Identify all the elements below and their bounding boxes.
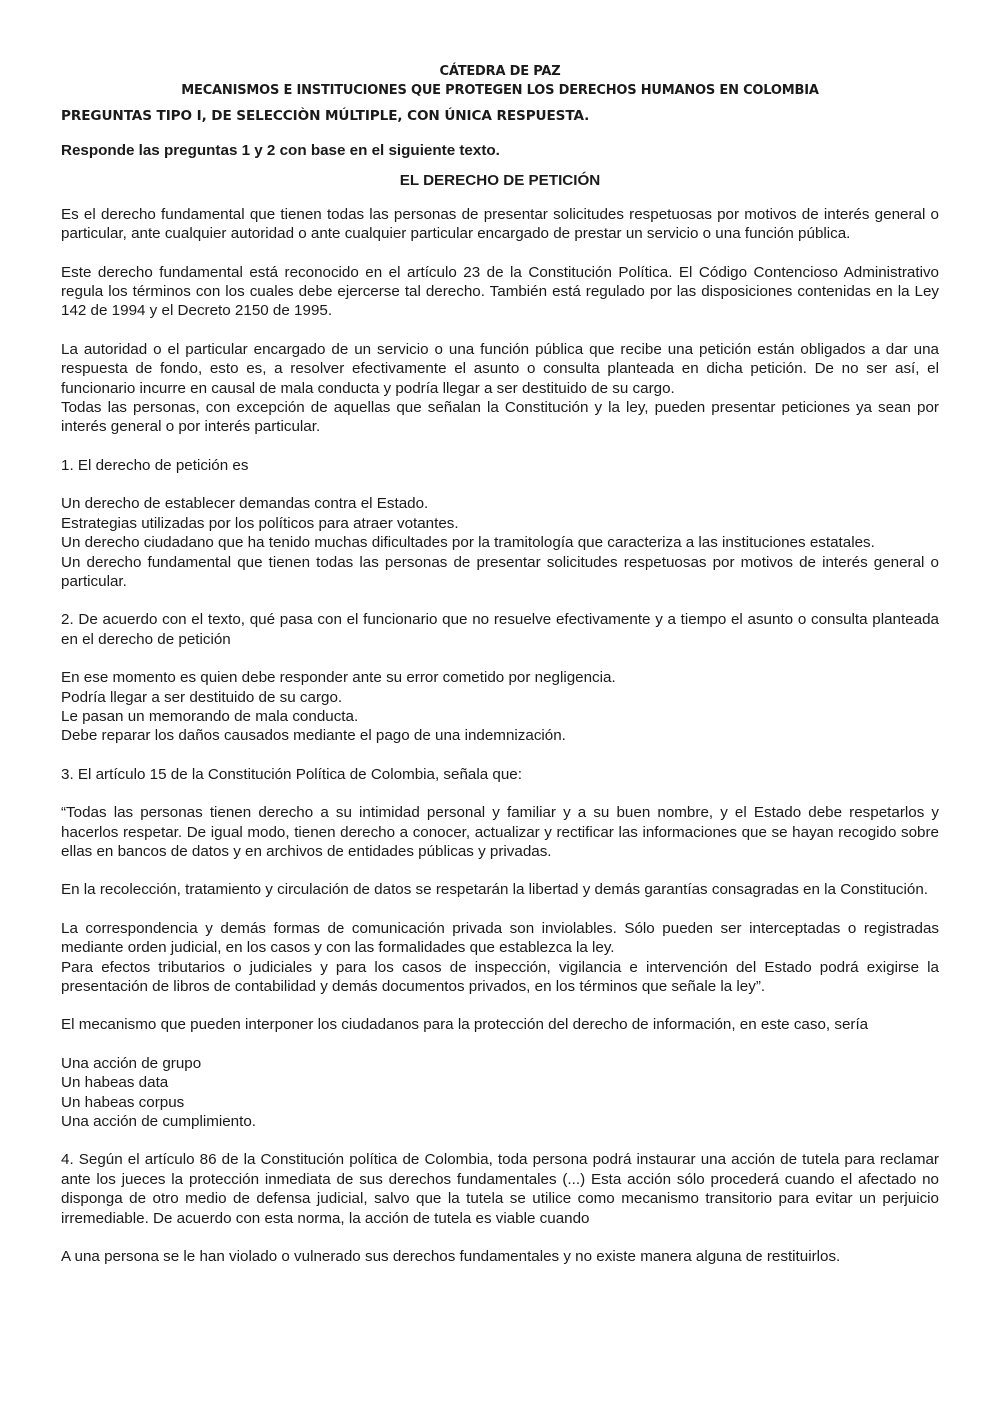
question-2-options [61, 668, 939, 746]
option-1c[interactable]: Un derecho ciudadano que ha tenido muchas dificultades por la tramitología que caracteriza a las instituciones estatales. [61, 534, 875, 552]
question-3-options [61, 1054, 939, 1132]
question-3-prompt: El mecanismo que pueden interponer los ciudadanos para la protección del derecho de información, en este caso, sería [61, 1016, 869, 1034]
option-3c[interactable]: Un habeas corpus [61, 1093, 185, 1111]
option-2c[interactable]: Le pasan un memorando de mala conducta. [61, 707, 359, 725]
option-1b[interactable]: Estrategias utilizadas por los políticos para atraer votantes. [61, 514, 459, 532]
option-1d[interactable]: Un derecho fundamental que tienen todas las personas de presentar solicitudes respetuosas por motivos de interés general o particular. [61, 553, 939, 590]
quote-paragraph-3: La correspondencia y demás formas de comunicación privada son inviolables. Sólo pueden ser interceptadas o registradas mediante orden judicial, en los casos y con las formalidades que establezca la ley. [61, 919, 939, 957]
reading-instruction: Responde las preguntas 1 y 2 con base en el siguiente texto. [61, 142, 500, 159]
quote-paragraph-4: Para efectos tributarios o judiciales y para los casos de inspección, vigilancia e intervención del Estado podrá exigirse la presentación de libros de contabilidad y demás documentos privados, en los términos que señale la ley”. [61, 958, 939, 995]
question-3: 3. El artículo 15 de la Constitución Política de Colombia, señala que: [61, 765, 522, 783]
question-2: 2. De acuerdo con el texto, qué pasa con el funcionario que no resuelve efectivamente y a tiempo el asunto o consulta planteada en el derecho de petición [61, 611, 939, 648]
option-2d[interactable]: Debe reparar los daños causados mediante el pago de una indemnización. [61, 727, 566, 745]
quote-paragraph-2: En la recolección, tratamiento y circulación de datos se respetarán la libertad y demás garantías consagradas en la Constitución. [61, 881, 929, 899]
reading-title: EL DERECHO DE PETICIÓN [399, 172, 601, 190]
reading-paragraph-4: Todas las personas, con excepción de aquellas que señalan la Constitución y la ley, pueden presentar peticiones ya sean por interés general o por interés particular. [61, 399, 939, 436]
option-4a[interactable]: A una persona se le han violado o vulnerado sus derechos fundamentales y no existe manera alguna de restituirlos. [61, 1248, 841, 1266]
option-3d[interactable]: Una acción de cumplimiento. [61, 1113, 257, 1131]
option-2b[interactable]: Podría llegar a ser destituido de su cargo. [61, 688, 343, 706]
option-3b[interactable]: Un habeas data [61, 1074, 169, 1092]
question-type-instruction: PREGUNTAS TIPO I, DE SELECCIÒN MÚLTIPLE, CON ÚNICA RESPUESTA. [61, 108, 590, 124]
reading-paragraph-2: Este derecho fundamental está reconocido en el artículo 23 de la Constitución Política. El Código Contencioso Administrativo regula los términos con los cuales debe ejercerse tal derecho. También está regulado por las disposiciones contenidas en la Ley 142 de 1994 y el Decreto 2150 de 1995. [61, 263, 939, 320]
question-4: 4. Según el artículo 86 de la Constitución política de Colombia, toda persona podrá instaurar una acción de tutela para reclamar ante los jueces la protección inmediata de sus derechos fundamentales (...) Esta acción sólo procederá cuando el afectado no disponga de otro medio de defensa judicial, salvo que la tutela se utilice como mecanismo transitorio para evitar un perjuicio irremediable. De acuerdo con esta norma, la acción de tutela es viable cuando [61, 1151, 939, 1227]
course-title: CÁTEDRA DE PAZ [439, 64, 561, 79]
option-3a[interactable]: Una acción de grupo [61, 1054, 202, 1072]
option-2a[interactable]: En ese momento es quien debe responder ante su error cometido por negligencia. [61, 669, 616, 687]
question-4-options [61, 1247, 939, 1266]
question-1: 1. El derecho de petición es [61, 456, 249, 474]
option-1a[interactable]: Un derecho de establecer demandas contra el Estado. [61, 495, 429, 513]
reading-paragraph-1: Es el derecho fundamental que tienen todas las personas de presentar solicitudes respetuosas por motivos de interés general o particular, ante cualquier autoridad o ante cualquier particular encargado de prestar un servicio o una función pública. [61, 205, 939, 243]
worksheet-subtitle: MECANISMOS E INSTITUCIONES QUE PROTEGEN LOS DERECHOS HUMANOS EN COLOMBIA [181, 83, 819, 98]
question-1-options [61, 494, 939, 591]
quote-paragraph-1: “Todas las personas tienen derecho a su intimidad personal y familiar y a su buen nombre, y el Estado debe respetarlos y hacerlos respetar. De igual modo, tienen derecho a conocer, actualizar y rectificar las informaciones que se hayan recogido sobre ellas en bancos de datos y en archivos de entidades públicas y privadas. [61, 804, 939, 860]
reading-paragraph-3: La autoridad o el particular encargado de un servicio o una función pública que recibe una petición están obligados a dar una respuesta de fondo, esto es, a resolver efectivamente el asunto o consulta planteada en dicha petición. De no ser así, el funcionario incurre en causal de mala conducta y podría llegar a ser destituido de su cargo. [61, 340, 939, 397]
